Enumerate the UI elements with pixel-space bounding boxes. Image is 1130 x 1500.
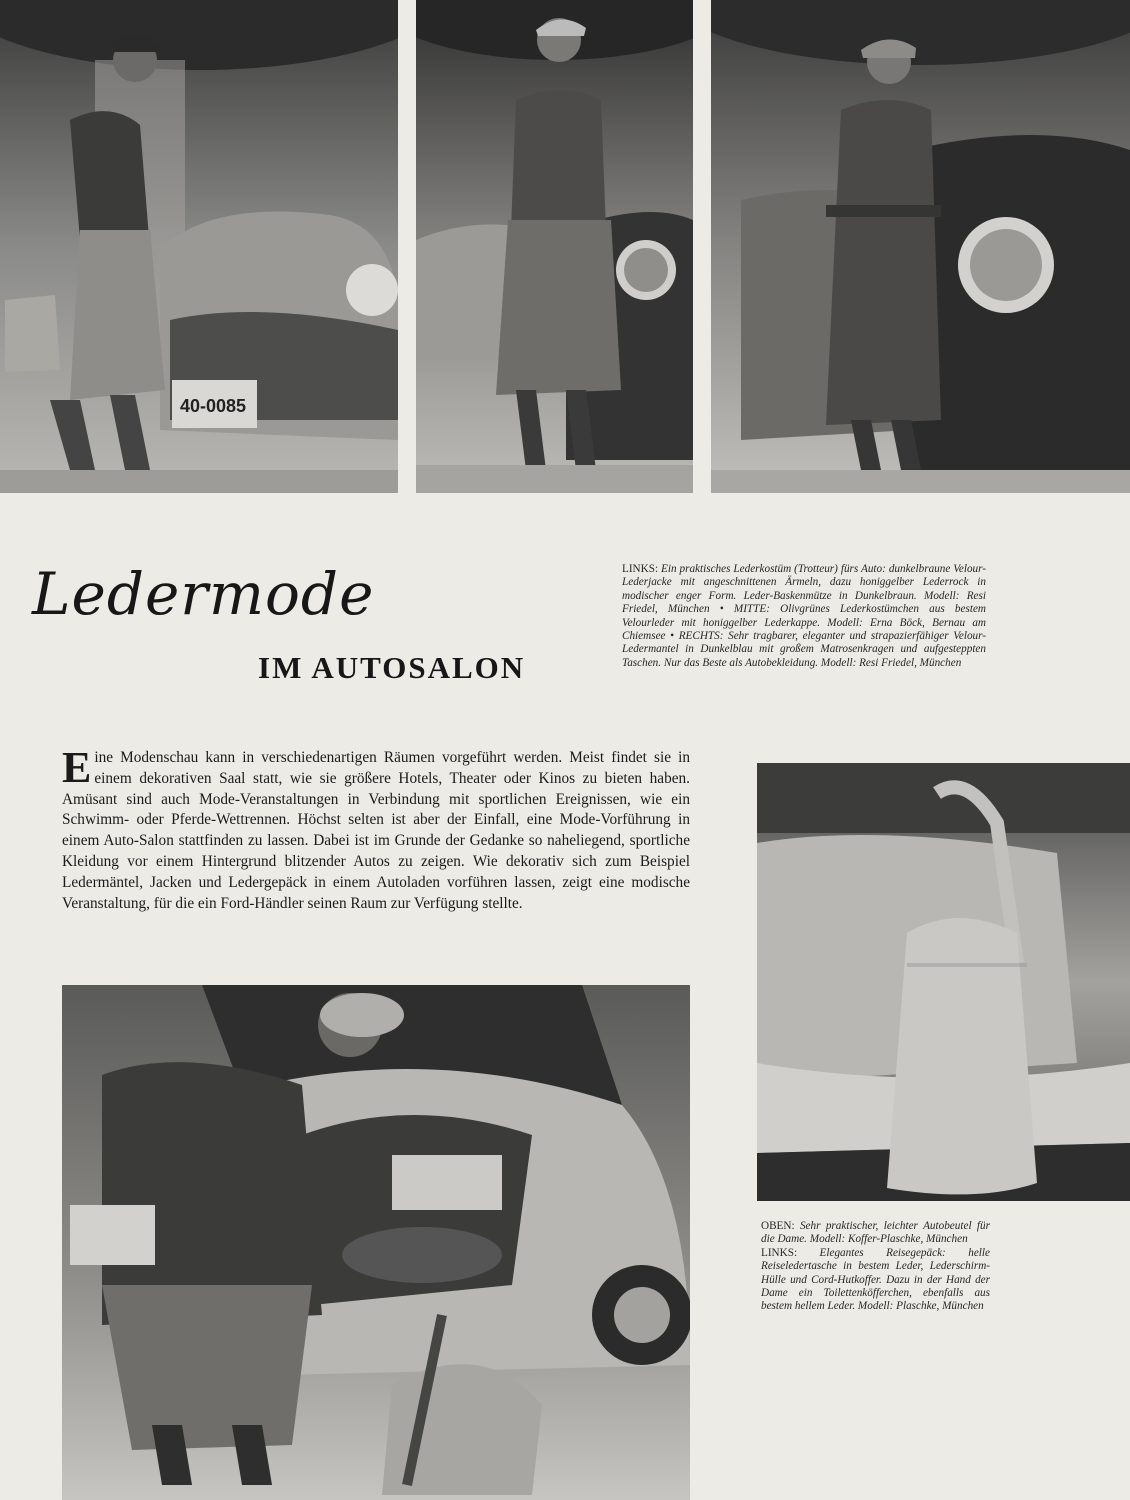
caption-top-text: Ein praktisches Lederkostüm (Trotteur) fürs Auto: dunkelbraune Velour-Lederjacke mit angeschnittenen Ärmeln, dazu honiggelber Lederrock in modischer enger Form. Leder-Baskenmütze in Dunkelbraun. Modell: Resi Friedel, München • MITTE: Olivgrünes Lederkostümchen aus bestem Velourleder mit honiggelber Lederkappe. Modell: Erna Böck, Bernau am Chiemsee • RECHTS: Sehr tragbarer, eleganter und strapazierfähiger Velour-Ledermantel in Dunkelblau mit großem Matrosenkragen und aufgesteppten Taschen. Nur das Beste als Autobekleidung. Modell: Resi Friedel, München — [622, 563, 986, 669]
article-body — [62, 743, 690, 914]
caption-bottom-text-2: Elegantes Reisegepäck: helle Reiseledertasche in bestem Leder, Lederschirm-Hülle und Cord-Hutkoffer. Dazu in der Hand der Dame ein Toilettenköfferchen, ebenfalls aus bestem hellem Leder. Modell: Plaschke, München — [761, 1246, 990, 1313]
caption-top-lead: LINKS: — [622, 563, 659, 575]
caption-top — [622, 563, 986, 670]
caption-bottom — [761, 1220, 990, 1314]
photo-left-leather-suit — [0, 0, 398, 493]
caption-bottom-lead-1: OBEN: — [761, 1220, 795, 1232]
article-body-text: ine Modenschau kann in verschiedenartigen Räumen vorgeführt werden. Meist findet sie in einem dekorativen Saal statt, wie sie größere Hotels, Theater oder Kinos zu bieten haben. Amüsant sind auch Mode-Veranstaltungen in Verbindung mit sportlichen Ereignissen, wie ein Schwimm- oder Pferde-Wettrennen. Höchst selten ist aber der Einfall, eine Mode-Vorführung in einem Auto-Salon stattfinden zu lassen. Dabei ist im Grunde der Gedanke so naheliegend, sportliche Kleidung vor einem Hintergrund blitzender Autos zu zeigen. Wie dekorativ sich zum Beispiel Ledermäntel, Jacken und Ledergepäck in einem Autoladen vorführen lassen, zeigt eine modische Veranstaltung, für die ein Ford-Händler seinen Raum zur Verfügung stellte. — [62, 749, 690, 912]
photo-middle-olive-suit — [416, 0, 693, 493]
caption-bottom-text-1: Sehr praktischer, leichter Autobeutel für die Dame. Modell: Koffer-Plaschke, München — [761, 1220, 990, 1246]
license-plate: 40-0085 — [180, 396, 247, 416]
article-subtitle: IM AUTOSALON — [258, 650, 526, 685]
photo-leather-bag-on-seat — [757, 763, 1130, 1201]
photo-luggage-car-trunk — [62, 985, 690, 1500]
photo-right-leather-coat — [711, 0, 1130, 493]
article-title: Ledermode — [32, 560, 375, 628]
caption-bottom-lead-2: LINKS: — [761, 1246, 798, 1259]
drop-cap: E — [62, 743, 92, 792]
